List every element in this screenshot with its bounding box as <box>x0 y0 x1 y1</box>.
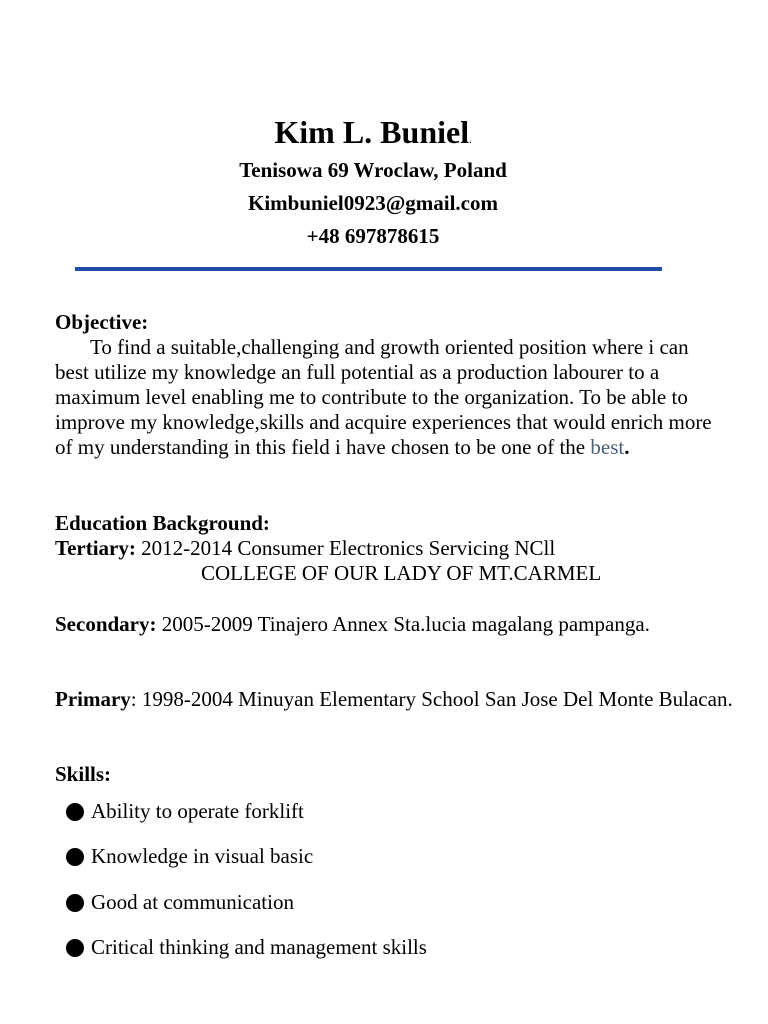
skill-item <box>66 844 313 869</box>
tertiary-school: COLLEGE OF OUR LADY OF MT.CARMEL <box>201 561 602 585</box>
tertiary-text: 2012-2014 Consumer Electronics Servicing NCll <box>135 536 556 560</box>
skill-text: Ability to operate forklift <box>91 799 304 823</box>
objective-end-period: . <box>624 435 630 459</box>
bullet-icon <box>66 848 84 866</box>
education-heading: Education Background: <box>55 511 270 535</box>
objective-body: To find a suitable,challenging and growth oriented position where i can best utilize my knowledge an full potential as a production labourer to a maximum level enabling me to contribute to the organization. To be able to improve my knowledge,skills and acquire experiences that would enrich more of my understanding in this field i have chosen to be one of the <box>55 335 712 459</box>
bullet-icon <box>66 803 84 821</box>
bullet-icon <box>66 939 84 957</box>
objective-best-word: best <box>590 435 625 459</box>
name-period: . <box>469 135 472 146</box>
skill-item <box>66 799 304 824</box>
name-text: Kim L. Buniel <box>274 114 470 150</box>
skill-item <box>66 935 427 960</box>
bullet-icon <box>66 894 84 912</box>
tertiary-line <box>55 536 720 561</box>
address: Tenisowa 69 Wroclaw, Poland <box>239 158 507 182</box>
email: Kimbuniel0923@gmail.com <box>248 191 498 215</box>
tertiary-label: Tertiary: <box>55 536 136 560</box>
header-divider <box>75 267 662 271</box>
skills-heading: Skills: <box>55 762 112 786</box>
skill-item <box>66 890 294 915</box>
skill-text: Knowledge in visual basic <box>91 844 314 868</box>
primary-text: : 1998-2004 Minuyan Elementary School San Jose Del Monte Bulacan. <box>130 687 733 711</box>
skill-text: Good at communication <box>91 890 294 914</box>
applicant-name <box>0 114 746 151</box>
primary-label: Primary <box>55 687 131 711</box>
primary-line <box>55 687 756 712</box>
secondary-label: Secondary: <box>55 612 157 636</box>
secondary-line <box>55 612 720 637</box>
phone: +48 697878615 <box>306 224 440 248</box>
skill-text: Critical thinking and management skills <box>91 935 427 959</box>
secondary-text: 2005-2009 Tinajero Annex Sta.lucia magalang pampanga. <box>156 612 650 636</box>
objective-text <box>55 335 720 460</box>
objective-heading: Objective: <box>55 310 149 334</box>
